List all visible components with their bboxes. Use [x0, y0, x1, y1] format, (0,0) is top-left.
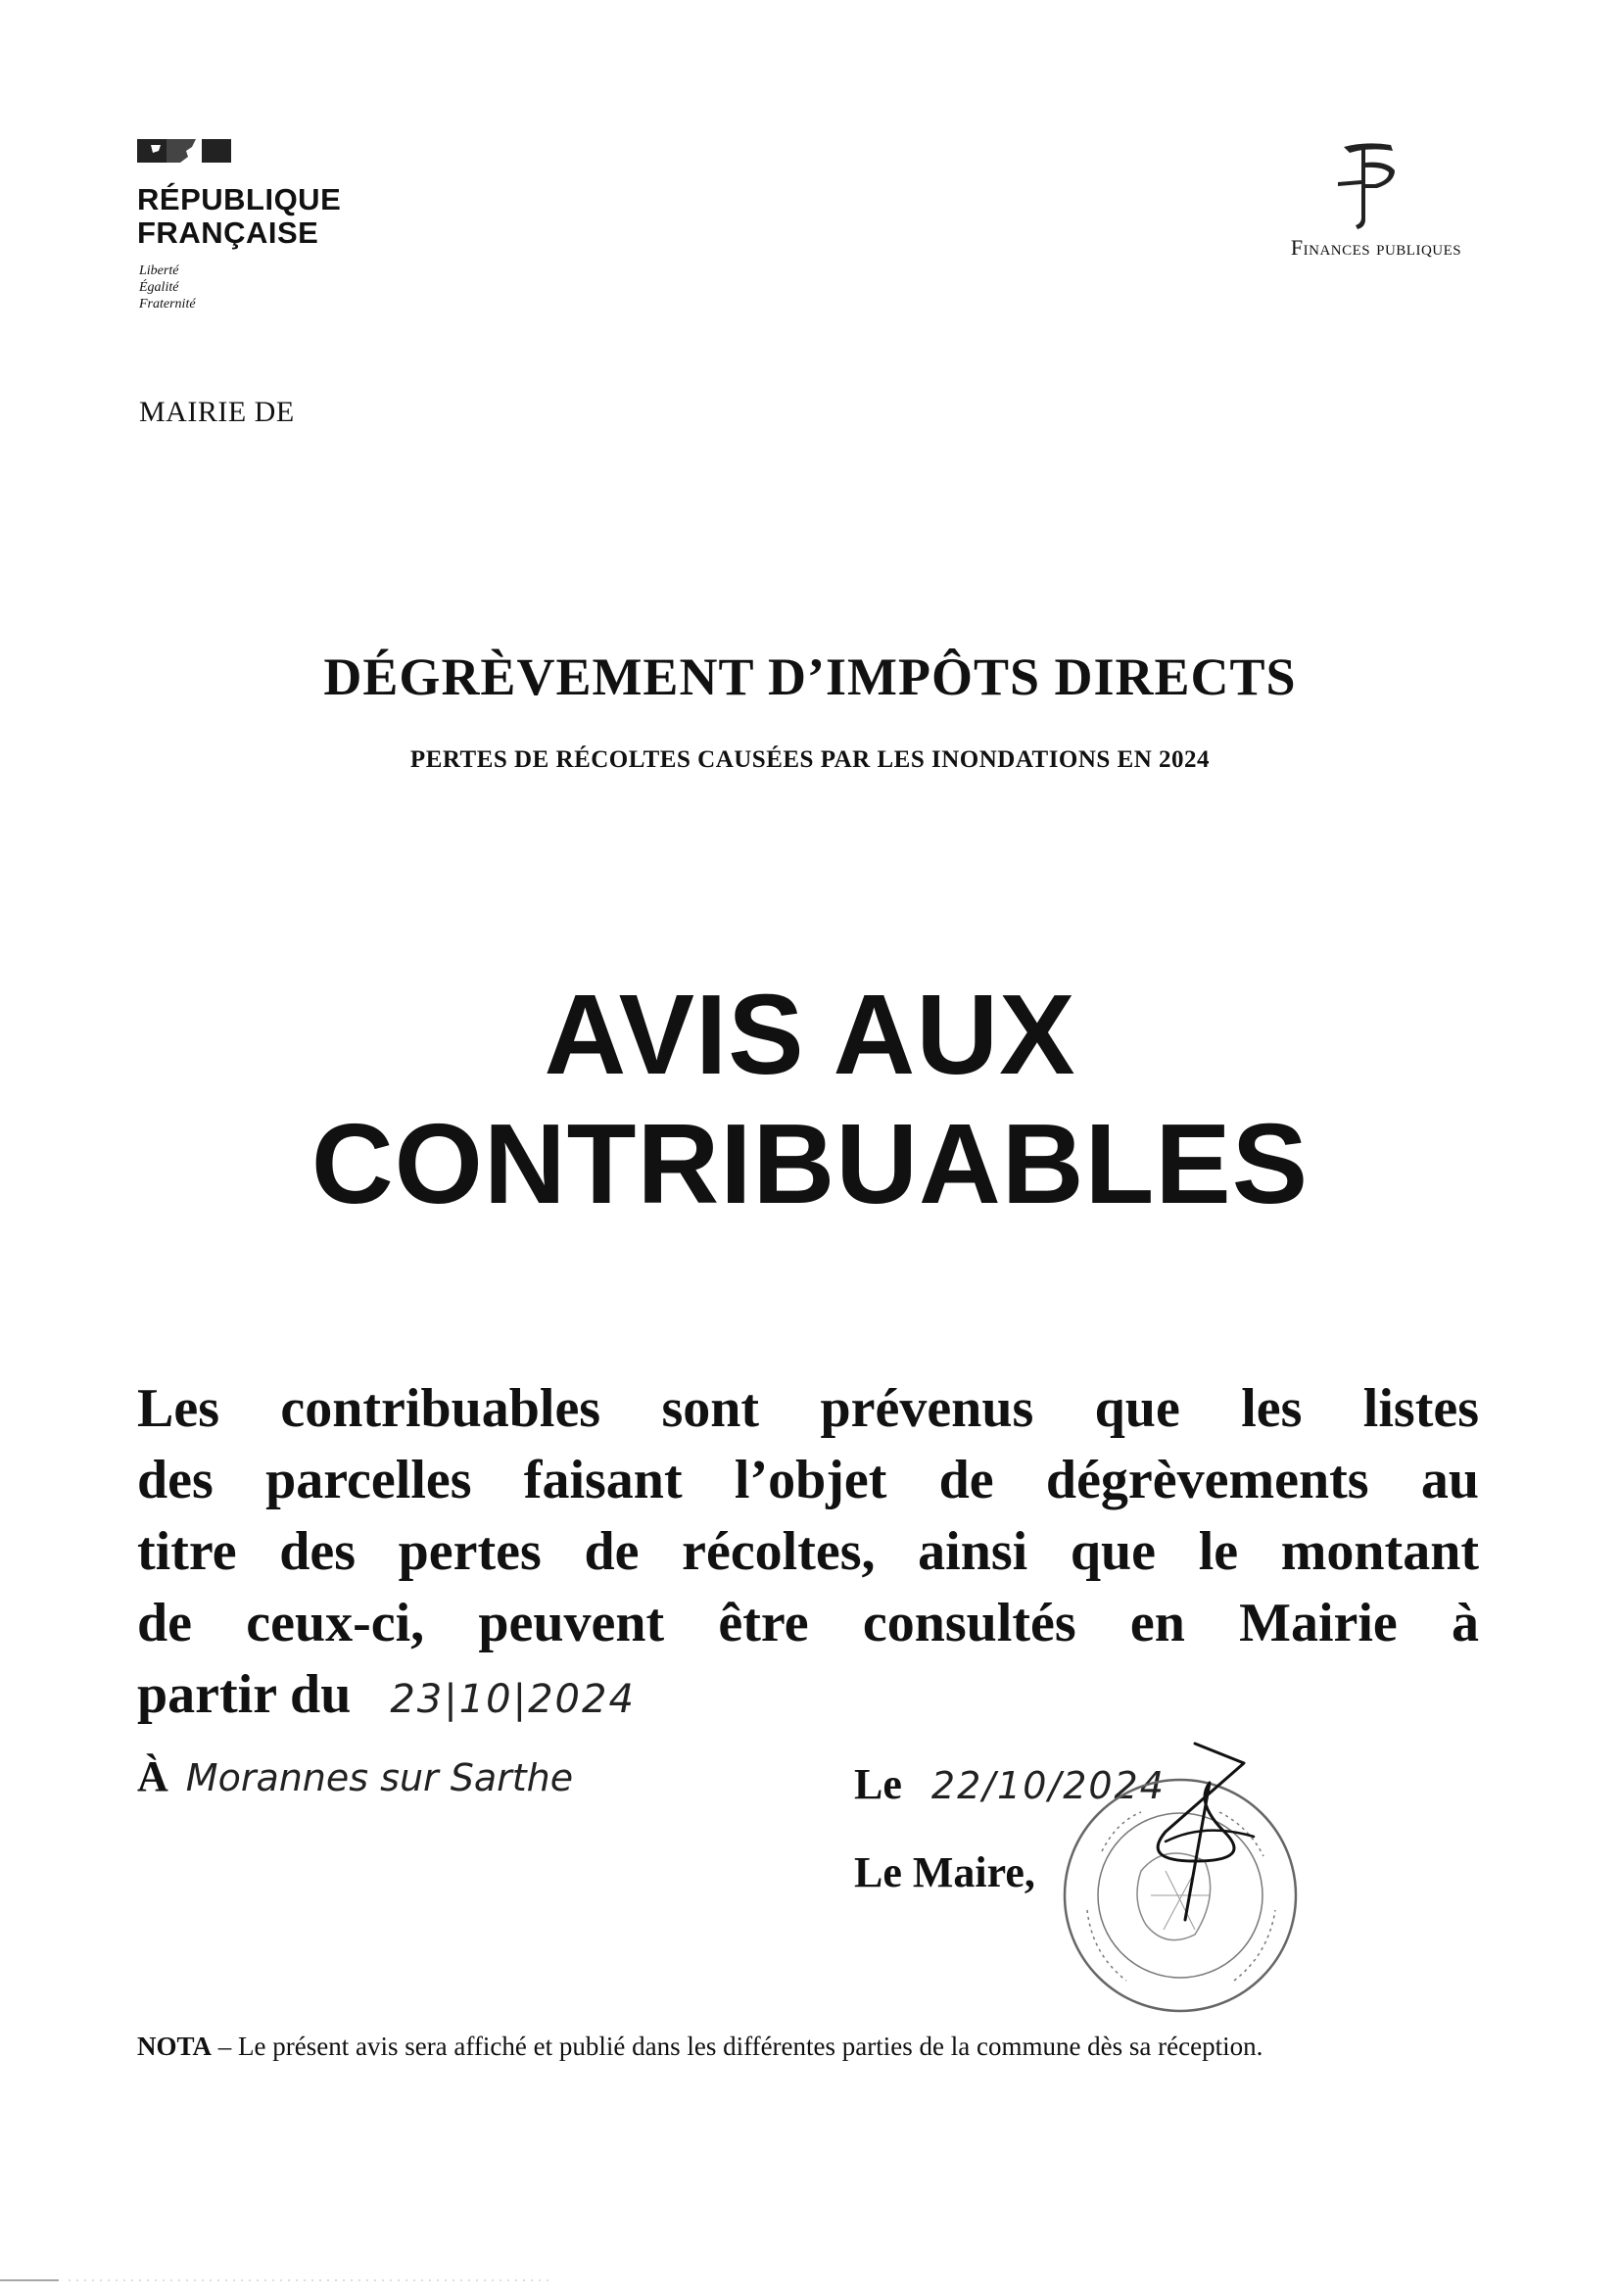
nota-label: NOTA [137, 2032, 213, 2061]
finances-publiques-logo-icon [1322, 137, 1410, 235]
mairie-stamp-signature-icon [1048, 1724, 1312, 2037]
motto-liberte: Liberté [139, 263, 179, 278]
finances-publiques-name: Finances publiques [1290, 235, 1462, 260]
notice-paragraph [137, 1373, 1479, 1736]
rf-name-line1: RÉPUBLIQUE [137, 182, 342, 216]
rf-name-line2: FRANÇAISE [137, 215, 319, 250]
handwritten-sign-date: 22/10/2024 [930, 1764, 1166, 1807]
nota-note [137, 2030, 1508, 2063]
handwritten-place: Morannes sur Sarthe [185, 1756, 574, 1799]
avis-heading-line2: CONTRIBUABLES [310, 1100, 1310, 1227]
scan-artifact-icon [0, 2278, 548, 2282]
republique-motto [139, 263, 196, 312]
marianne-logo-icon [137, 137, 235, 165]
partir-du-label: partir du [137, 1664, 352, 1725]
paragraph-line: de ceux-ci, peuvent être consultés en Mairie à [137, 1593, 1479, 1653]
paragraph-line: Les contribuables sont prévenus que les listes [137, 1378, 1479, 1439]
page-title: DÉGRÈVEMENT D’IMPÔTS DIRECTS [323, 647, 1297, 706]
le-label: Le [854, 1760, 902, 1808]
motto-fraternite: Fraternité [139, 297, 196, 311]
mairie-de-label: MAIRIE DE [139, 396, 295, 428]
motto-egalite: Égalité [139, 280, 179, 295]
nota-text: – Le présent avis sera affiché et publié dans les différentes parties de la commune dès sa réception. [212, 2032, 1263, 2061]
paragraph-line: titre des pertes de récoltes, ainsi que le montant [137, 1521, 1479, 1582]
avis-heading-line1: AVIS AUX [544, 971, 1076, 1098]
page-subtitle: PERTES DE RÉCOLTES CAUSÉES PAR LES INONDATIONS EN 2024 [409, 746, 1211, 773]
handwritten-consultation-date: 23|10|2024 [390, 1677, 636, 1722]
a-label: À [137, 1752, 168, 1800]
paragraph-line: des parcelles faisant l’objet de dégrèvements au [137, 1450, 1479, 1510]
place-line [137, 1751, 573, 1801]
republique-francaise-name [137, 183, 341, 250]
avis-heading [0, 970, 1620, 1228]
le-maire-label: Le Maire, [854, 1848, 1035, 1896]
